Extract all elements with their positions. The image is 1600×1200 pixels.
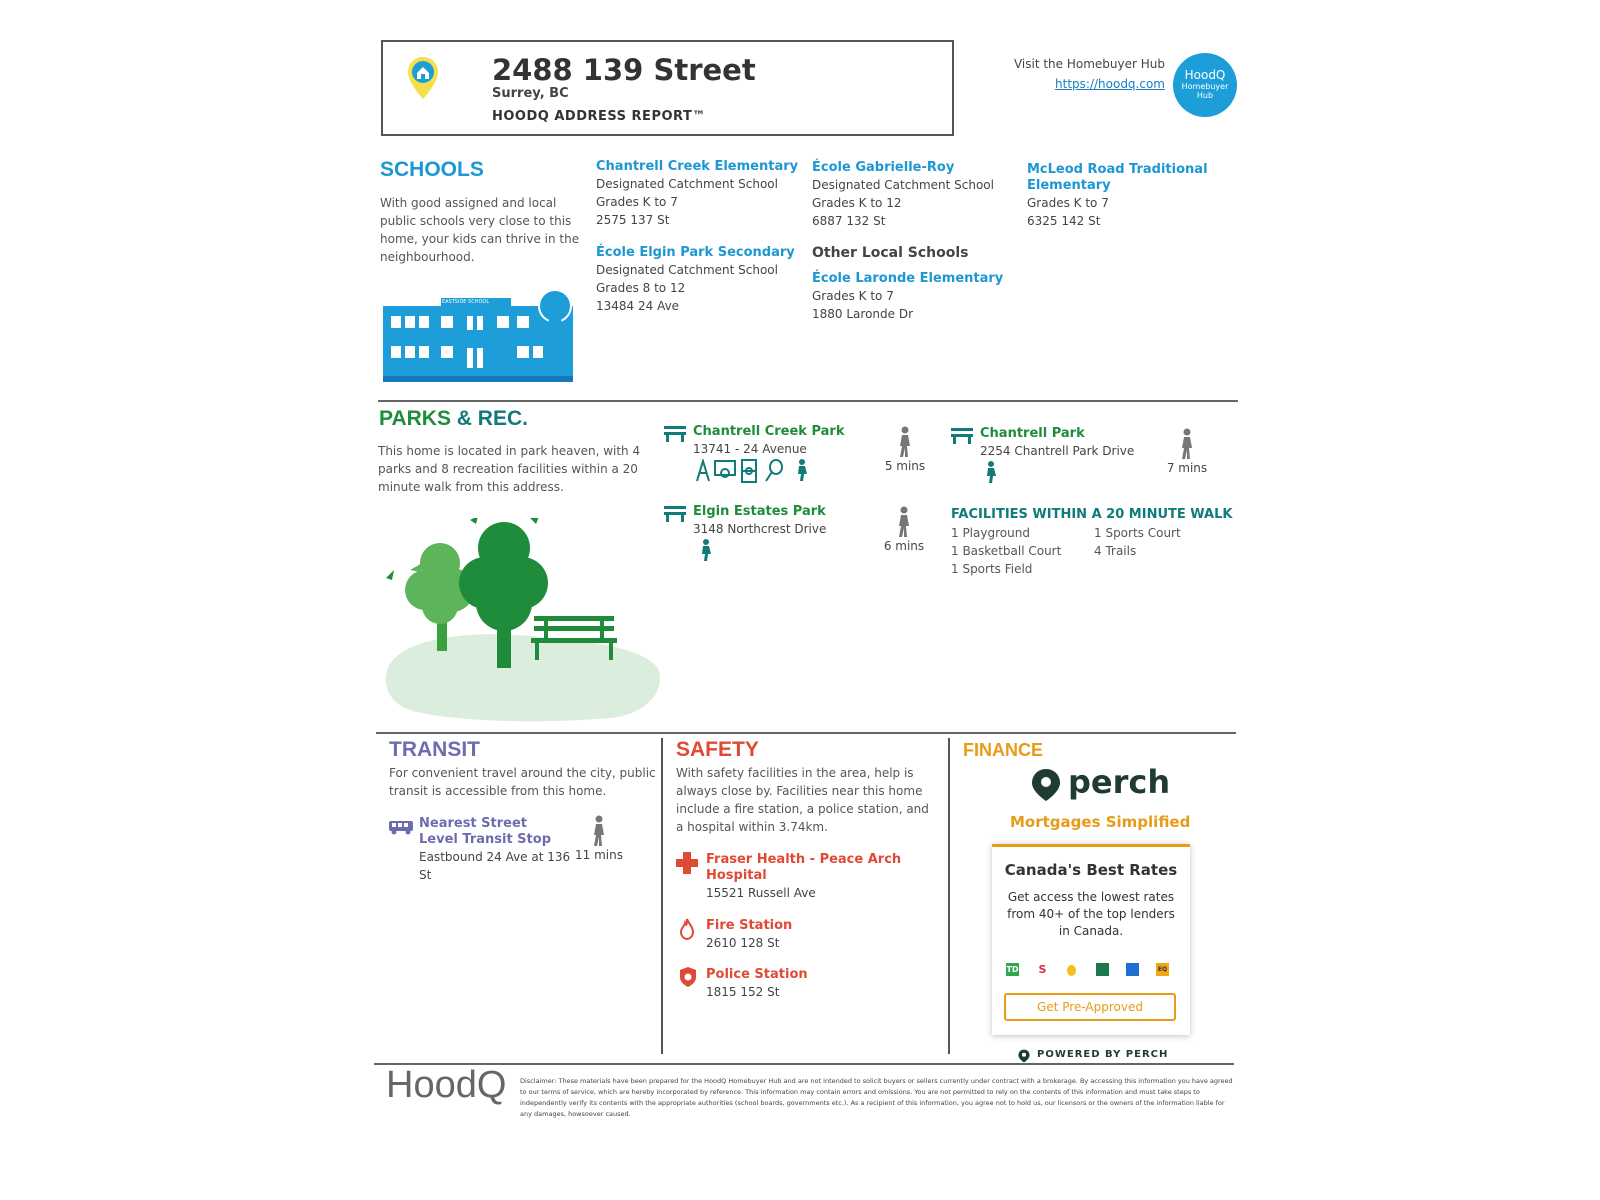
safety-description: With safety facilities in the area, help is always close by. Facilities near this home include a fire station, a police station, and a hospital within 3.74km. <box>676 766 929 834</box>
bench-icon <box>951 428 973 448</box>
get-pre-approved-button[interactable]: Get Pre-Approved <box>1004 993 1176 1021</box>
bank-shield-logo-icon <box>1067 965 1076 976</box>
school-type: Designated Catchment School <box>812 178 994 192</box>
parks-title-a: PARKS <box>379 407 451 430</box>
walking-icon <box>589 815 609 851</box>
bench-icon <box>664 506 686 526</box>
facilities-title: FACILITIES WITHIN A 20 MINUTE WALK <box>951 507 1233 522</box>
school-grades: Grades K to 7 <box>596 195 678 209</box>
fire-icon <box>680 918 694 944</box>
sports-court-icon <box>766 460 782 481</box>
hub-link[interactable]: https://hoodq.com <box>1055 77 1165 91</box>
park-name[interactable]: Chantrell Park <box>980 426 1085 441</box>
column-divider <box>661 738 663 1054</box>
card-text: Get access the lowest rates from 40+ of the top lenders in Canada. <box>1007 890 1175 938</box>
school-name[interactable]: Chantrell Creek Elementary <box>596 159 799 174</box>
transit-description: For convenient travel around the city, public transit is accessible from this home. <box>389 766 656 798</box>
finance-title: FINANCE <box>963 740 1043 760</box>
police-shield-icon <box>679 966 697 992</box>
disclaimer-text: Disclaimer: These materials have been prepared for the HoodQ Homebuyer Hub and are not intended to solicit buyers or sellers currently under contract with a brokerage. By accessing this information you have agreed to our terms of service, which are hereby incorporated by reference. This information may contain errors and omissions. You are not permitted to rely on the contents of this information and must take steps to independently verify its contents with the appropriate authorities (school boards, governments etc.). As a recipient of this information, you agree not to hold us, our licensors or the owners of the information liable for any damages, howsoever caused. <box>520 1077 1233 1118</box>
school-address: 1880 Laronde Dr <box>812 307 913 321</box>
transit-stop-name[interactable]: Nearest Street Level Transit Stop <box>419 816 551 847</box>
school-grades: Grades K to 7 <box>1027 196 1109 210</box>
td-bank-logo-icon: TD <box>1006 965 1019 974</box>
column-divider <box>948 738 950 1054</box>
trail-icon <box>798 459 807 481</box>
playground-icon <box>697 461 709 481</box>
walking-icon <box>1177 428 1197 464</box>
scotiabank-logo-icon: S <box>1036 963 1049 976</box>
school-grades: Grades K to 7 <box>812 289 894 303</box>
park-address: 13741 - 24 Avenue <box>693 442 807 456</box>
park-address: 3148 Northcrest Drive <box>693 522 827 536</box>
walk-time: 7 mins <box>1166 461 1208 475</box>
hub-badge-title: HoodQ <box>1184 68 1226 82</box>
facility-item: 4 Trails <box>1094 544 1137 558</box>
transit-stop-address: Eastbound 24 Ave at 136 St <box>419 850 571 882</box>
school-address: 6887 132 St <box>812 214 886 228</box>
bank-circle-logo-icon <box>1096 963 1109 976</box>
walking-icon <box>894 506 914 542</box>
hub-promo <box>1000 54 1165 94</box>
fire-station-name[interactable]: Fire Station <box>706 918 793 933</box>
transit-title: TRANSIT <box>389 738 480 761</box>
schools-description: With good assigned and local public schools very close to this home, your kids can thrive in the neighbourhood. <box>380 196 580 264</box>
park-illustration <box>380 518 665 727</box>
address-title: 2488 139 Street <box>492 53 756 87</box>
walk-time: 11 mins <box>575 848 623 862</box>
facility-item: 1 Sports Field <box>951 562 1033 576</box>
police-station-name[interactable]: Police Station <box>706 967 808 982</box>
school-item <box>596 159 801 229</box>
eq-bank-logo-icon: EQ <box>1156 963 1169 976</box>
school-name[interactable]: McLeod Road Traditional Elementary <box>1027 162 1208 193</box>
basketball-court-icon <box>715 461 735 477</box>
city-label: Surrey, BC <box>492 86 569 101</box>
walking-icon <box>895 426 915 462</box>
perch-logo: perch <box>1068 763 1171 801</box>
school-item <box>1027 162 1227 230</box>
section-divider <box>378 400 1238 402</box>
school-name[interactable]: École Laronde Elementary <box>812 271 1004 286</box>
hospital-name[interactable]: Fraser Health - Peace Arch Hospital <box>706 852 902 883</box>
school-item <box>812 160 1017 230</box>
bank-arrow-logo-icon <box>1126 963 1139 976</box>
school-address: 13484 24 Ave <box>596 299 680 313</box>
school-grades: Grades K to 12 <box>812 196 902 210</box>
school-type: Designated Catchment School <box>596 263 778 277</box>
fire-station-address: 2610 128 St <box>706 936 780 950</box>
park-address: 2254 Chantrell Park Drive <box>980 444 1135 458</box>
schools-title: SCHOOLS <box>380 158 484 181</box>
report-label: HOODQ ADDRESS REPORT™ <box>492 109 706 124</box>
school-name[interactable]: École Elgin Park Secondary <box>596 245 795 260</box>
facility-item: 1 Basketball Court <box>951 544 1062 558</box>
sports-field-icon <box>742 460 756 482</box>
hub-badge-sub: Homebuyer Hub <box>1181 82 1229 100</box>
trail-icon <box>985 461 997 489</box>
parks-description: This home is located in park heaven, with 4 parks and 8 recreation facilities within a 20 minute walk from this address. <box>378 444 641 494</box>
school-item <box>596 245 801 315</box>
park-name[interactable]: Elgin Estates Park <box>693 504 826 519</box>
trail-icon <box>700 539 712 567</box>
parks-title <box>379 407 528 431</box>
park-amenity-icons <box>695 459 820 487</box>
finance-tagline: Mortgages Simplified <box>1010 813 1191 831</box>
walk-time: 5 mins <box>884 459 926 473</box>
parks-title-b: & REC. <box>456 407 528 430</box>
hub-badge[interactable] <box>1173 53 1237 117</box>
hoodq-logo: HoodQ <box>386 1064 507 1106</box>
card-title: Canada's Best Rates <box>1004 861 1178 879</box>
bus-icon <box>389 820 413 839</box>
hub-visit-text: Visit the Homebuyer Hub <box>1013 57 1165 71</box>
school-address: 6325 142 St <box>1027 214 1101 228</box>
school-building-sign: EASTSIDE SCHOOL <box>442 299 490 305</box>
section-divider <box>376 732 1236 734</box>
police-station-address: 1815 152 St <box>706 985 780 999</box>
location-pin-icon <box>406 55 440 105</box>
rates-card <box>992 844 1190 1035</box>
safety-title: SAFETY <box>676 738 759 761</box>
school-address: 2575 137 St <box>596 213 670 227</box>
other-schools-title: Other Local Schools <box>812 245 969 261</box>
hospital-cross-icon <box>676 852 698 878</box>
powered-by-perch: POWERED BY PERCH <box>1037 1049 1169 1060</box>
school-name[interactable]: École Gabrielle-Roy <box>812 160 955 175</box>
facility-item: 1 Sports Court <box>1094 526 1181 540</box>
school-item <box>812 271 1017 323</box>
perch-pin-icon <box>1031 768 1061 806</box>
hospital-address: 15521 Russell Ave <box>706 886 816 900</box>
facility-item: 1 Playground <box>951 526 1030 540</box>
walk-time: 6 mins <box>883 539 925 553</box>
school-grades: Grades 8 to 12 <box>596 281 686 295</box>
school-type: Designated Catchment School <box>596 177 778 191</box>
bench-icon <box>664 426 686 446</box>
park-name[interactable]: Chantrell Creek Park <box>693 424 845 439</box>
